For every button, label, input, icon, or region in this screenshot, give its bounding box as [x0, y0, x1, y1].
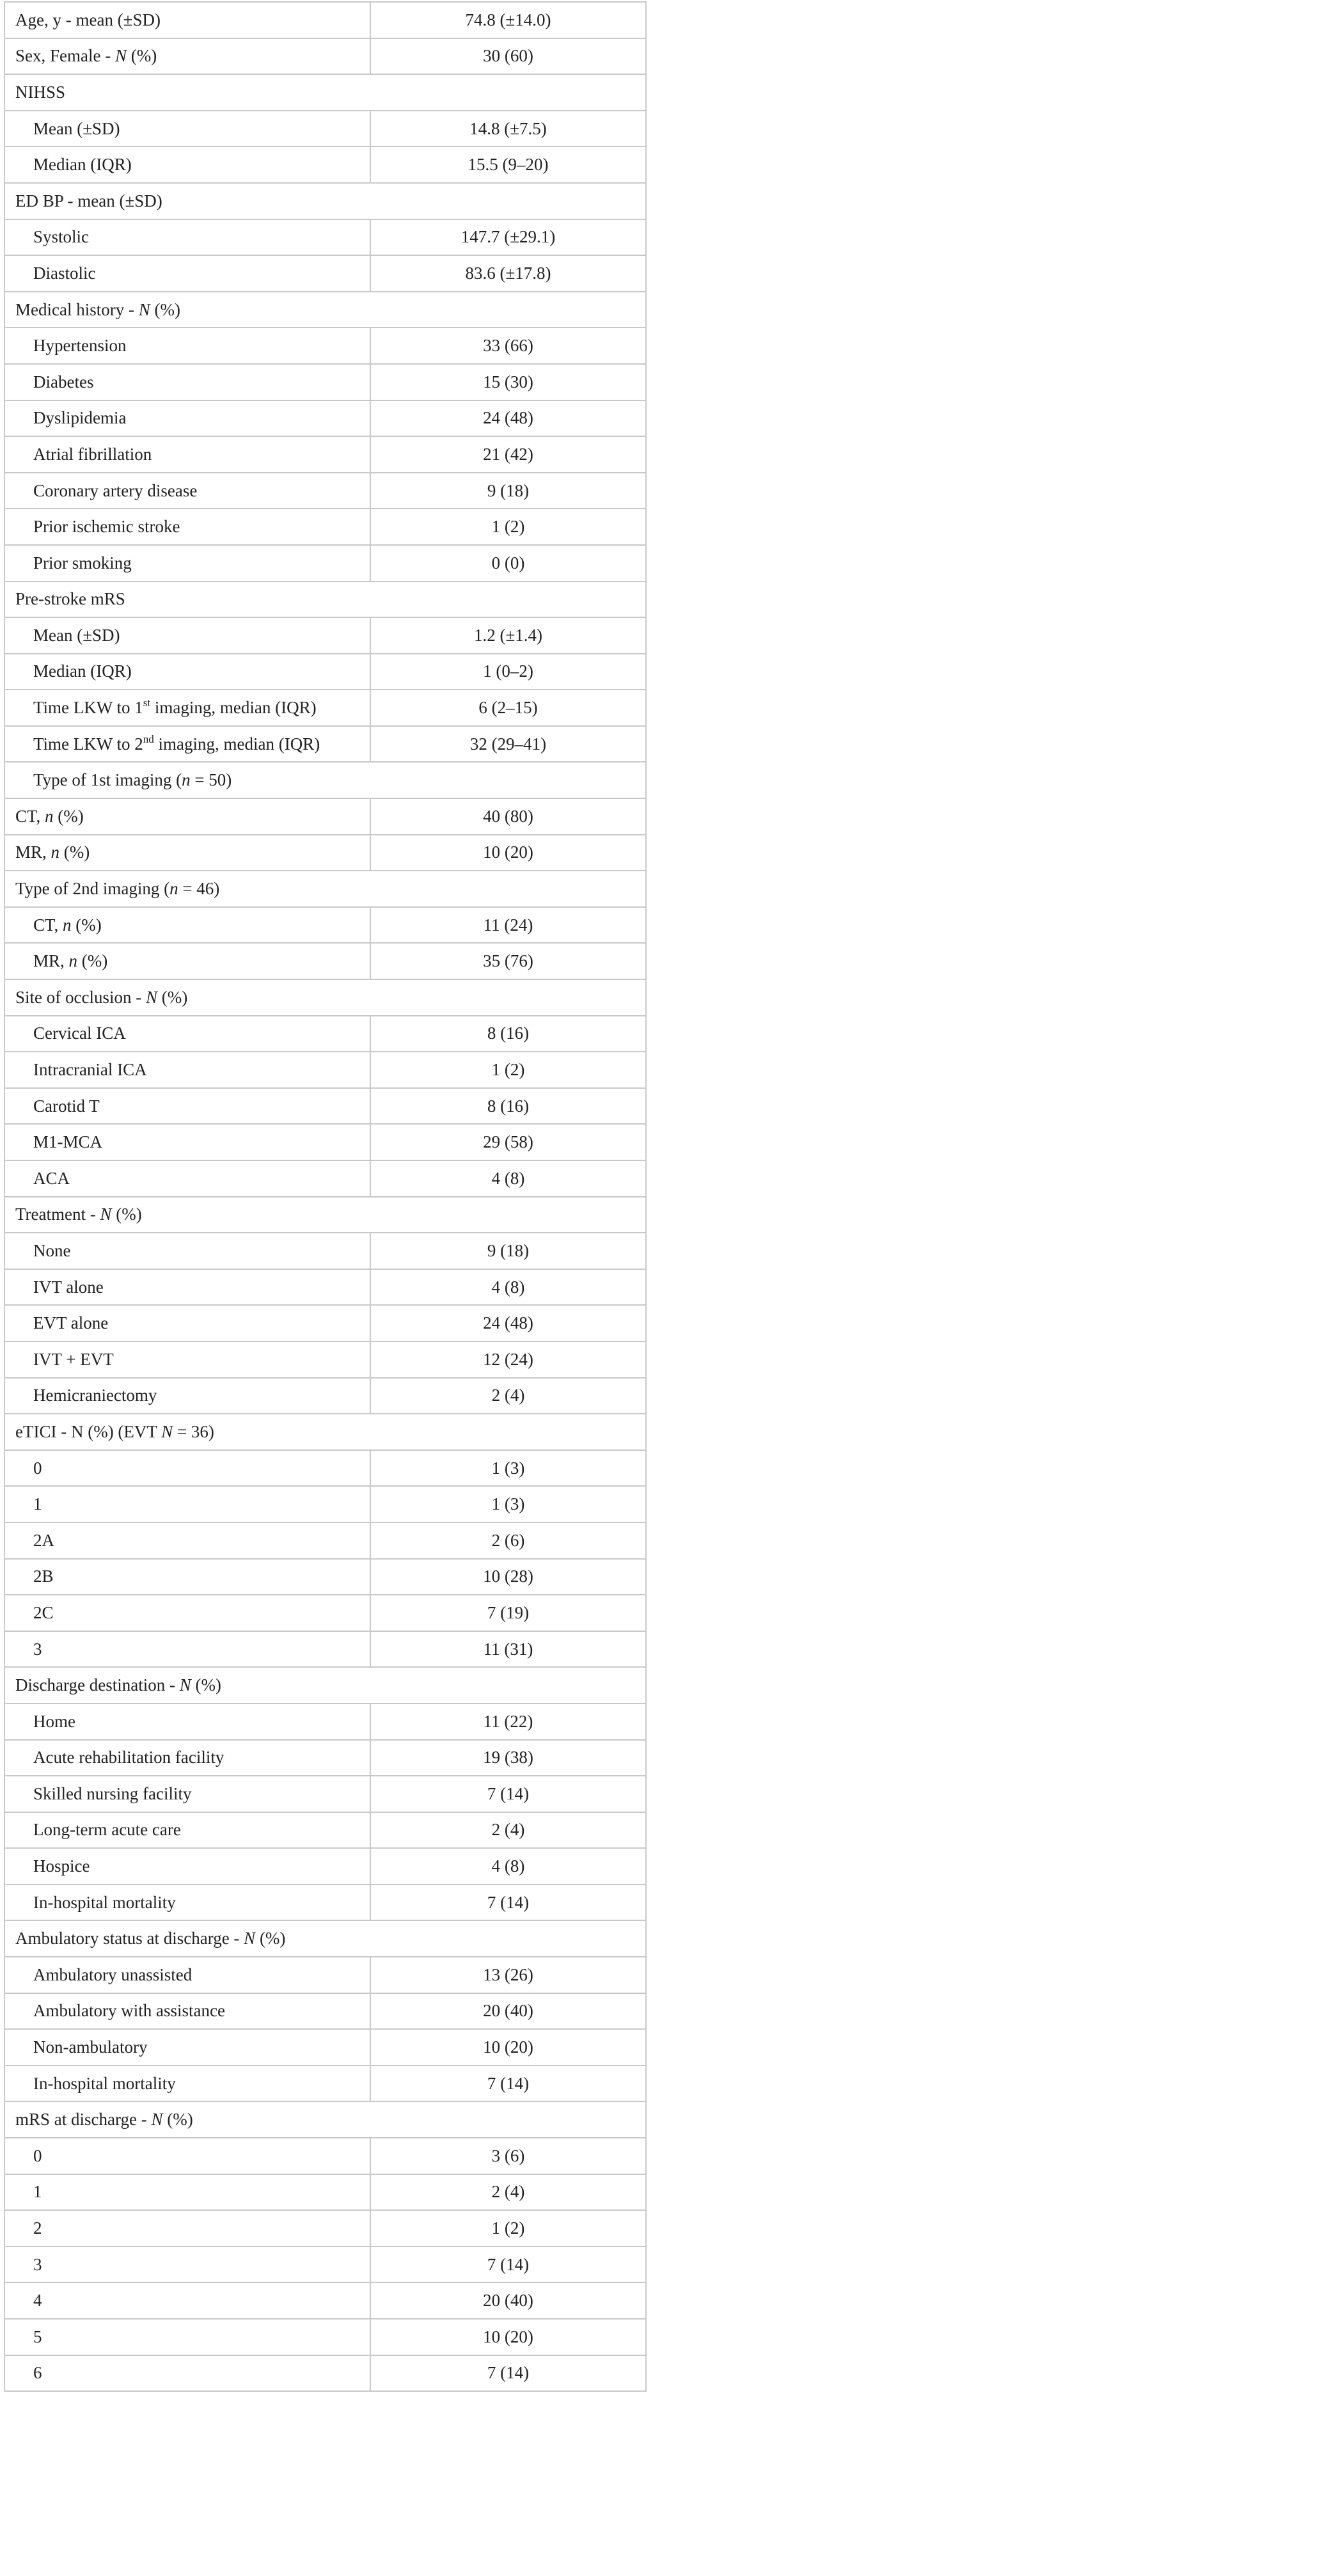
row-label-cell: [4, 1269, 370, 1306]
row-value: 10 (20): [370, 835, 646, 871]
table-row: [4, 2355, 646, 2392]
row-value: 1.2 (±1.4): [370, 617, 646, 654]
table-row: [4, 1052, 646, 1088]
row-label: 4: [33, 2291, 42, 2311]
row-label-cell: [4, 1522, 370, 1559]
table-row: [4, 364, 646, 400]
row-label-tail: (%): [157, 987, 188, 1007]
table-row: [4, 1486, 646, 1522]
row-value: 11 (22): [370, 1703, 646, 1740]
table-row: [4, 1305, 646, 1341]
table-row: [4, 1341, 646, 1378]
section-header-row: [4, 979, 646, 1016]
row-label-tail: (%): [162, 2110, 193, 2130]
table-row: [4, 545, 646, 581]
row-label: ED BP - mean (±SD): [15, 191, 162, 210]
row-label: 2C: [33, 1602, 54, 1622]
row-label-tail: (%): [53, 806, 84, 826]
table-row: [4, 1740, 646, 1776]
row-label-cell: [4, 1052, 370, 1088]
row-label-cell: [4, 2066, 370, 2102]
row-label: Systolic: [33, 227, 90, 247]
row-value: 2 (4): [370, 1812, 646, 1849]
table-row: [4, 436, 646, 473]
row-value: 83.6 (±17.8): [370, 255, 646, 292]
row-label: 5: [33, 2327, 42, 2346]
row-value: 4 (8): [370, 1160, 646, 1197]
row-label-cell: [4, 2138, 370, 2174]
row-value: 13 (26): [370, 1957, 646, 1993]
row-label-cell: [4, 111, 370, 147]
row-label-tail: = 46): [178, 879, 220, 899]
row-value: 7 (14): [370, 1885, 646, 1921]
section-label-cell: [4, 871, 646, 907]
row-label-cell: [4, 907, 370, 944]
section-header-row: [4, 74, 646, 111]
table-row: [4, 690, 646, 726]
row-label-italic: n: [169, 879, 178, 899]
section-header-row: [4, 1667, 646, 1703]
row-label: IVT alone: [33, 1277, 104, 1297]
row-label-tail: = 36): [173, 1421, 214, 1441]
table-row: [4, 798, 646, 835]
section-label-cell: [4, 183, 646, 219]
row-label-italic: N: [179, 1675, 191, 1695]
row-label-cell: [4, 2282, 370, 2319]
table-row: [4, 1016, 646, 1052]
row-label: Sex, Female -: [15, 46, 115, 66]
row-label: CT,: [33, 915, 63, 935]
row-label-italic: N: [114, 46, 127, 66]
row-label: Atrial fibrillation: [33, 444, 152, 464]
section-header-row: [4, 1197, 646, 1233]
row-label-italic: N: [145, 987, 157, 1007]
row-value: 8 (16): [370, 1016, 646, 1052]
row-label: Pre-stroke mRS: [15, 589, 125, 609]
table-row: [4, 38, 646, 75]
row-label: Intracranial ICA: [33, 1060, 147, 1080]
row-label-cell: [4, 1595, 370, 1631]
row-label: Median (IQR): [33, 661, 132, 681]
row-label-tail: (%): [77, 951, 108, 971]
row-label-tail: (%): [71, 915, 102, 935]
row-label: EVT alone: [33, 1313, 109, 1333]
row-label-cell: [4, 1160, 370, 1197]
row-label: Time LKW to 1: [33, 698, 143, 718]
row-value: 32 (29–41): [370, 726, 646, 763]
row-label-cell: [4, 436, 370, 473]
section-label-cell: [4, 979, 646, 1016]
row-label-tail: (%): [150, 299, 180, 319]
row-value: 2 (4): [370, 2174, 646, 2211]
row-label-italic: N: [161, 1421, 173, 1441]
row-value: 10 (20): [370, 2319, 646, 2355]
row-label-cell: [4, 1703, 370, 1740]
row-label: 6: [33, 2363, 42, 2383]
section-label-cell: [4, 292, 646, 328]
row-label-cell: [4, 617, 370, 654]
section-label-cell: [4, 1197, 646, 1233]
row-label: Time LKW to 2: [33, 734, 143, 754]
row-value: 15 (30): [370, 364, 646, 400]
table-row: [4, 219, 646, 256]
table-row: [4, 1848, 646, 1885]
row-label-italic: n: [182, 770, 191, 790]
row-value: 74.8 (±14.0): [370, 2, 646, 38]
row-value: 2 (6): [370, 1522, 646, 1559]
row-value: 1 (3): [370, 1486, 646, 1522]
row-label: Type of 2nd imaging (: [15, 879, 170, 899]
row-label: 2: [33, 2218, 42, 2238]
row-label-italic: n: [45, 806, 54, 826]
row-value: 2 (4): [370, 1378, 646, 1414]
row-label: MR,: [33, 951, 69, 971]
row-label: Mean (±SD): [33, 625, 120, 645]
row-label-cell: [4, 1957, 370, 1993]
row-label: Diabetes: [33, 372, 94, 391]
row-label-cell: [4, 146, 370, 183]
row-value: 11 (31): [370, 1631, 646, 1668]
table-row: [4, 835, 646, 871]
row-label: Ambulatory with assistance: [33, 2001, 225, 2021]
row-label-cell: [4, 219, 370, 256]
row-label: 2B: [33, 1567, 54, 1586]
row-value: 12 (24): [370, 1341, 646, 1378]
row-label-cell: [4, 2029, 370, 2066]
row-value: 9 (18): [370, 473, 646, 509]
row-label-cell: [4, 545, 370, 581]
row-label: MR,: [15, 842, 51, 862]
row-label: In-hospital mortality: [33, 2073, 176, 2093]
row-value: 30 (60): [370, 38, 646, 75]
row-label: Dyslipidemia: [33, 408, 127, 428]
table-row: [4, 907, 646, 944]
row-label-cell: [4, 1378, 370, 1414]
row-label-tail: = 50): [190, 770, 232, 790]
row-value: 1 (3): [370, 1450, 646, 1487]
row-value: 24 (48): [370, 1305, 646, 1341]
row-label: NIHSS: [15, 82, 66, 102]
section-label-cell: [4, 1920, 646, 1957]
row-label: Non-ambulatory: [33, 2037, 148, 2057]
table-row: [4, 1631, 646, 1668]
row-label: 1: [33, 2182, 42, 2202]
row-label-cell: [4, 690, 370, 726]
row-label-tail: (%): [255, 1929, 286, 1948]
table-row: [4, 2174, 646, 2211]
row-value: 14.8 (±7.5): [370, 111, 646, 147]
table-row: [4, 1160, 646, 1197]
table-row: [4, 400, 646, 437]
row-label: Diastolic: [33, 263, 96, 283]
table-row: [4, 1124, 646, 1160]
row-label: Hemicraniectomy: [33, 1386, 157, 1405]
row-value: 3 (6): [370, 2138, 646, 2174]
section-header-row: [4, 2101, 646, 2138]
section-header-row: [4, 1920, 646, 1957]
row-label: Site of occlusion -: [15, 987, 146, 1007]
row-label: M1-MCA: [33, 1132, 103, 1152]
table-row: [4, 1703, 646, 1740]
row-label: Discharge destination -: [15, 1675, 180, 1695]
row-label-tail: (%): [111, 1205, 142, 1224]
row-label: Skilled nursing facility: [33, 1783, 192, 1803]
row-label: 0: [33, 2145, 42, 2165]
row-label-cell: [4, 2319, 370, 2355]
section-label-cell: [4, 1667, 646, 1703]
row-label-cell: [4, 400, 370, 437]
row-label: eTICI - N (%) (EVT: [15, 1421, 162, 1441]
row-label-italic: n: [51, 842, 60, 862]
row-label-italic: n: [68, 951, 78, 971]
row-label: Prior smoking: [33, 553, 132, 573]
table-row: [4, 2066, 646, 2102]
row-value: 7 (19): [370, 1595, 646, 1631]
row-value: 6 (2–15): [370, 690, 646, 726]
row-value: 7 (14): [370, 2247, 646, 2283]
row-value: 20 (40): [370, 1993, 646, 2030]
row-label: Hypertension: [33, 336, 127, 356]
row-label: Long-term acute care: [33, 1820, 181, 1840]
row-label: 3: [33, 2254, 42, 2274]
section-label-cell: [4, 762, 646, 798]
table-row: [4, 255, 646, 292]
row-label: Cervical ICA: [33, 1023, 126, 1043]
row-label-cell: [4, 1559, 370, 1595]
row-label-italic: N: [138, 299, 150, 319]
row-label-cell: [4, 2355, 370, 2392]
table-row: [4, 1378, 646, 1414]
row-value: 1 (0–2): [370, 654, 646, 690]
row-label: 3: [33, 1639, 42, 1659]
row-label: CT,: [15, 806, 45, 826]
row-label-tail: (%): [126, 46, 157, 66]
row-label-tail: imaging, median (IQR): [150, 698, 317, 718]
table-row: [4, 2138, 646, 2174]
section-header-row: [4, 292, 646, 328]
table-row: [4, 1522, 646, 1559]
row-label-cell: [4, 1450, 370, 1487]
section-label-cell: [4, 1414, 646, 1450]
row-label-cell: [4, 654, 370, 690]
table-row: [4, 1450, 646, 1487]
row-label-cell: [4, 798, 370, 835]
row-label-cell: [4, 1631, 370, 1668]
table-row: [4, 1776, 646, 1812]
table-row: [4, 1559, 646, 1595]
row-label-cell: [4, 255, 370, 292]
row-label-cell: [4, 1486, 370, 1522]
row-label-tail: imaging, median (IQR): [153, 734, 320, 754]
row-label-cell: [4, 2210, 370, 2247]
row-label-cell: [4, 1124, 370, 1160]
row-value: 11 (24): [370, 907, 646, 944]
row-label-cell: [4, 726, 370, 763]
section-header-row: [4, 183, 646, 219]
table-row: [4, 2319, 646, 2355]
row-label: Ambulatory status at discharge -: [15, 1929, 244, 1948]
row-label-cell: [4, 2247, 370, 2283]
row-value: 7 (14): [370, 2066, 646, 2102]
row-value: 19 (38): [370, 1740, 646, 1776]
row-label: 0: [33, 1458, 42, 1478]
row-label: Type of 1st imaging (: [33, 770, 182, 790]
row-label-superscript: st: [143, 697, 151, 709]
row-label-cell: [4, 1812, 370, 1849]
row-value: 1 (2): [370, 2210, 646, 2247]
row-label: mRS at discharge -: [15, 2110, 152, 2130]
row-label-italic: n: [63, 915, 72, 935]
row-value: 21 (42): [370, 436, 646, 473]
section-header-row: [4, 1414, 646, 1450]
table-row: [4, 726, 646, 763]
section-header-row: [4, 762, 646, 798]
table-row: [4, 2210, 646, 2247]
row-value: 15.5 (9–20): [370, 146, 646, 183]
table-row: [4, 1269, 646, 1306]
row-label-cell: [4, 1088, 370, 1125]
row-label: Prior ischemic stroke: [33, 517, 180, 537]
row-value: 147.7 (±29.1): [370, 219, 646, 256]
table-row: [4, 1812, 646, 1849]
row-label-cell: [4, 1885, 370, 1921]
row-label-cell: [4, 2174, 370, 2211]
table-row: [4, 617, 646, 654]
row-label-cell: [4, 1776, 370, 1812]
table-row: [4, 111, 646, 147]
row-value: 4 (8): [370, 1269, 646, 1306]
row-label-superscript: nd: [143, 732, 154, 745]
table-row: [4, 1595, 646, 1631]
table-row: [4, 509, 646, 545]
row-value: 40 (80): [370, 798, 646, 835]
section-header-row: [4, 581, 646, 618]
row-value: 0 (0): [370, 545, 646, 581]
row-label-tail: (%): [59, 842, 90, 862]
row-label-cell: [4, 328, 370, 364]
row-label-cell: [4, 473, 370, 509]
row-value: 1 (2): [370, 1052, 646, 1088]
row-label: Coronary artery disease: [33, 480, 198, 500]
table-row: [4, 146, 646, 183]
section-label-cell: [4, 74, 646, 111]
row-value: 10 (28): [370, 1559, 646, 1595]
row-label: Treatment -: [15, 1205, 100, 1224]
row-label: ACA: [33, 1168, 70, 1188]
row-label-tail: (%): [191, 1675, 221, 1695]
row-label: Home: [33, 1711, 75, 1731]
row-label: Carotid T: [33, 1096, 100, 1116]
table-row: [4, 943, 646, 979]
row-label: Ambulatory unassisted: [33, 1964, 193, 1984]
table-row: [4, 2247, 646, 2283]
row-label-cell: [4, 509, 370, 545]
row-label-cell: [4, 1740, 370, 1776]
row-label: Acute rehabilitation facility: [33, 1748, 224, 1767]
row-label-cell: [4, 2, 370, 38]
row-label-italic: N: [151, 2110, 163, 2130]
row-label-cell: [4, 1016, 370, 1052]
table-row: [4, 1885, 646, 1921]
row-value: 29 (58): [370, 1124, 646, 1160]
row-label-italic: N: [244, 1929, 256, 1948]
row-label: 1: [33, 1494, 42, 1514]
row-value: 35 (76): [370, 943, 646, 979]
row-label: IVT + EVT: [33, 1349, 114, 1369]
characteristics-table: [4, 1, 647, 2392]
row-value: 9 (18): [370, 1233, 646, 1269]
row-label: 2A: [33, 1530, 54, 1550]
row-label-cell: [4, 364, 370, 400]
row-label: Mean (±SD): [33, 118, 120, 138]
row-value: 20 (40): [370, 2282, 646, 2319]
row-value: 7 (14): [370, 1776, 646, 1812]
row-label: Median (IQR): [33, 155, 132, 175]
section-header-row: [4, 871, 646, 907]
row-label-cell: [4, 1993, 370, 2030]
row-value: 4 (8): [370, 1848, 646, 1885]
table-row: [4, 2282, 646, 2319]
row-label: Medical history -: [15, 299, 139, 319]
row-label-cell: [4, 38, 370, 75]
row-label-cell: [4, 1305, 370, 1341]
row-label-cell: [4, 1341, 370, 1378]
table-row: [4, 1233, 646, 1269]
table-row: [4, 2, 646, 38]
row-value: 8 (16): [370, 1088, 646, 1125]
table-row: [4, 1088, 646, 1125]
row-value: 1 (2): [370, 509, 646, 545]
table-body: [4, 2, 646, 2391]
row-value: 10 (20): [370, 2029, 646, 2066]
row-value: 7 (14): [370, 2355, 646, 2392]
row-value: 33 (66): [370, 328, 646, 364]
table-row: [4, 1957, 646, 1993]
row-label-cell: [4, 1233, 370, 1269]
section-label-cell: [4, 2101, 646, 2138]
table-row: [4, 2029, 646, 2066]
row-label: In-hospital mortality: [33, 1892, 176, 1912]
table-row: [4, 328, 646, 364]
row-label-cell: [4, 1848, 370, 1885]
row-label-cell: [4, 943, 370, 979]
row-label: Hospice: [33, 1856, 90, 1876]
section-label-cell: [4, 581, 646, 618]
row-label: None: [33, 1240, 71, 1260]
table-row: [4, 654, 646, 690]
table-row: [4, 473, 646, 509]
table-row: [4, 1993, 646, 2030]
row-value: 24 (48): [370, 400, 646, 437]
row-label-cell: [4, 835, 370, 871]
row-label-italic: N: [100, 1205, 112, 1224]
row-label: Age, y - mean (±SD): [15, 10, 161, 29]
